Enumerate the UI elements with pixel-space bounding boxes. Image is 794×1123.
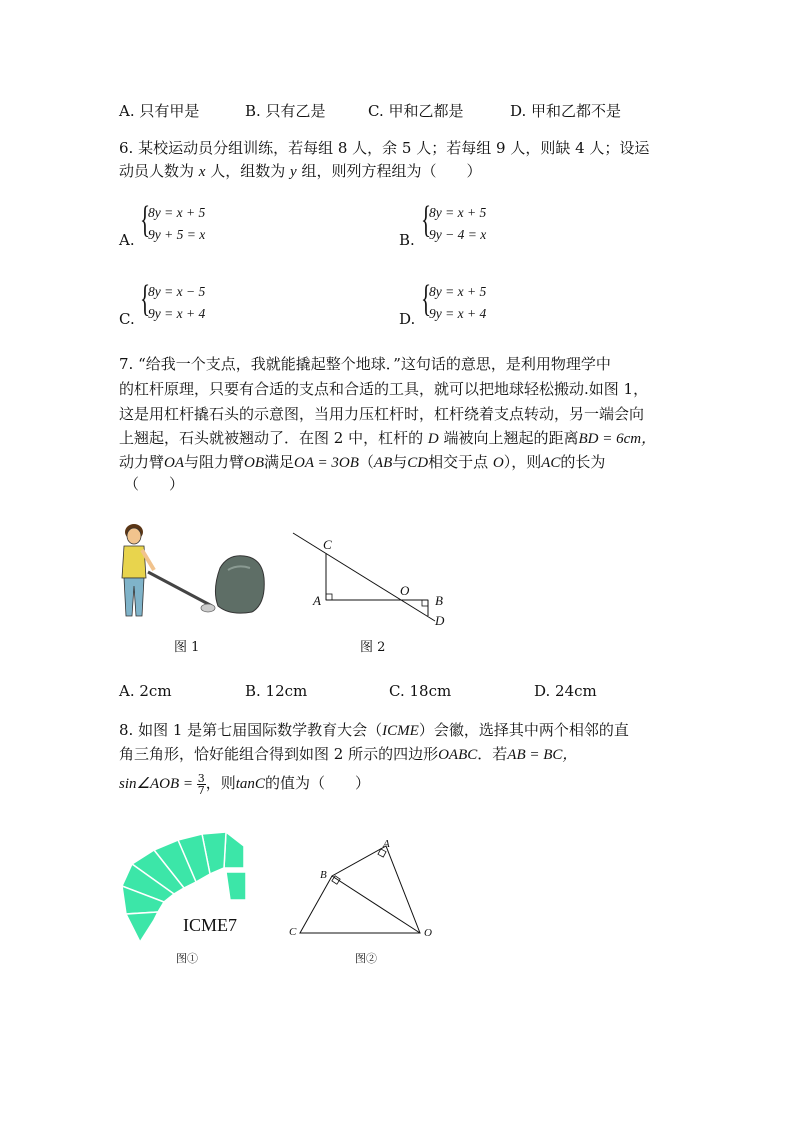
brace-icon: { bbox=[421, 278, 432, 320]
q7-stem-line6: （ ） bbox=[124, 475, 185, 493]
q7-stem-line2: 的杠杆原理，只要有合适的支点和合适的工具，就可以把地球轻松搬动.如图 1， bbox=[119, 380, 649, 398]
q8-stem-line2: 角三角形，恰好能组合得到如图 2 所示的四边形OABC．若AB = BC， bbox=[119, 745, 578, 763]
q7-stem-line1: 7. “给我一个支点，我就能撬起整个地球．”这句话的意思，是利用物理学中 bbox=[119, 355, 611, 373]
q7-label-c: C bbox=[323, 537, 332, 552]
brace-icon: { bbox=[140, 199, 151, 241]
logo-text: ICME7 bbox=[183, 915, 237, 935]
fraction: $\frac{3}{7}$ bbox=[197, 771, 205, 797]
q6-option-c-label: C. bbox=[119, 310, 135, 328]
q6-option-a-system: { 8y = x + 5 9y + 5 = x bbox=[140, 199, 206, 242]
q6-option-a-label: A. bbox=[119, 231, 135, 249]
right-angle-a bbox=[326, 594, 332, 600]
brace-icon: { bbox=[140, 278, 151, 320]
q6-option-d-system: { 8y = x + 5 9y = x + 4 bbox=[421, 278, 487, 321]
q7-label-a: A bbox=[313, 593, 321, 608]
q5-option-c: C. 甲和乙都是 bbox=[368, 102, 464, 120]
q7-stem-line3: 这是用杠杆撬石头的示意图，当用力压杠杆时，杠杆绕着支点转动，另一端会向 bbox=[119, 405, 645, 423]
q7-fig1-caption: 图 1 bbox=[174, 640, 200, 655]
q7-stem-line5: 动力臂OA与阻力臂OB满足OA = 3OB（AB与CD相交于点 O），则AC的长为 bbox=[119, 453, 606, 471]
q7-label-d: D bbox=[435, 613, 445, 628]
person-icon bbox=[122, 524, 154, 616]
q5-option-d: D. 甲和乙都不是 bbox=[510, 102, 622, 120]
brace-icon: { bbox=[421, 199, 432, 241]
q8-label-a: A bbox=[383, 838, 390, 850]
q8-label-b: B bbox=[320, 869, 327, 881]
q7-option-c: C. 18cm bbox=[389, 682, 452, 700]
q7-option-d: D. 24cm bbox=[534, 682, 597, 700]
q6-option-b-label: B. bbox=[399, 231, 415, 249]
q7-fig2-caption: 图 2 bbox=[360, 640, 386, 655]
lever-bar bbox=[148, 572, 212, 606]
q7-label-o: O bbox=[400, 583, 410, 598]
q7-option-b: B. 12cm bbox=[245, 682, 308, 700]
q7-label-b: B bbox=[435, 593, 443, 608]
fulcrum-stone bbox=[201, 604, 215, 612]
diagonal-bo bbox=[332, 876, 420, 933]
q8-fig1-caption: 图① bbox=[176, 952, 198, 965]
q6-option-b-system: { 8y = x + 5 9y − 4 = x bbox=[421, 199, 487, 242]
q8-label-o: O bbox=[424, 927, 432, 939]
q5-option-a: A. 只有甲是 bbox=[119, 102, 200, 120]
q7-stem-line4: 上翘起，石头就被翘动了．在图 2 中，杠杆的 D 端被向上翘起的距离BD = 6cm， bbox=[119, 429, 657, 447]
q7-fig2-diagram bbox=[285, 525, 455, 635]
right-angle-b bbox=[422, 600, 428, 606]
rock bbox=[215, 556, 264, 613]
q7-option-a: A. 2cm bbox=[119, 682, 172, 700]
q8-stem-line1: 8. 如图 1 是第七届国际数学教育大会（ICME）会徽，选择其中两个相邻的直 bbox=[119, 721, 629, 739]
q8-fig2-caption: 图② bbox=[355, 952, 377, 965]
lever-illustration bbox=[112, 520, 272, 620]
q6-option-d-label: D. bbox=[399, 310, 416, 328]
q6-stem-line1: 6. 某校运动员分组训练，若每组 8 人，余 5 人；若每组 9 人，则缺 4 人；设运 bbox=[119, 139, 650, 157]
q5-option-b: B. 只有乙是 bbox=[245, 102, 326, 120]
q6-stem-line2: 动员人数为 x 人，组数为 y 组，则列方程组为（ ） bbox=[119, 162, 482, 180]
q6-option-c-system: { 8y = x − 5 9y = x + 4 bbox=[140, 278, 206, 321]
quadrilateral-oabc bbox=[300, 846, 420, 933]
q8-label-c: C bbox=[289, 926, 297, 938]
q8-stem-line3: sin∠AOB = $\frac{3}{7}$ ，则tanC的值为（ ） bbox=[119, 771, 370, 797]
q8-fig2-diagram bbox=[290, 838, 440, 943]
